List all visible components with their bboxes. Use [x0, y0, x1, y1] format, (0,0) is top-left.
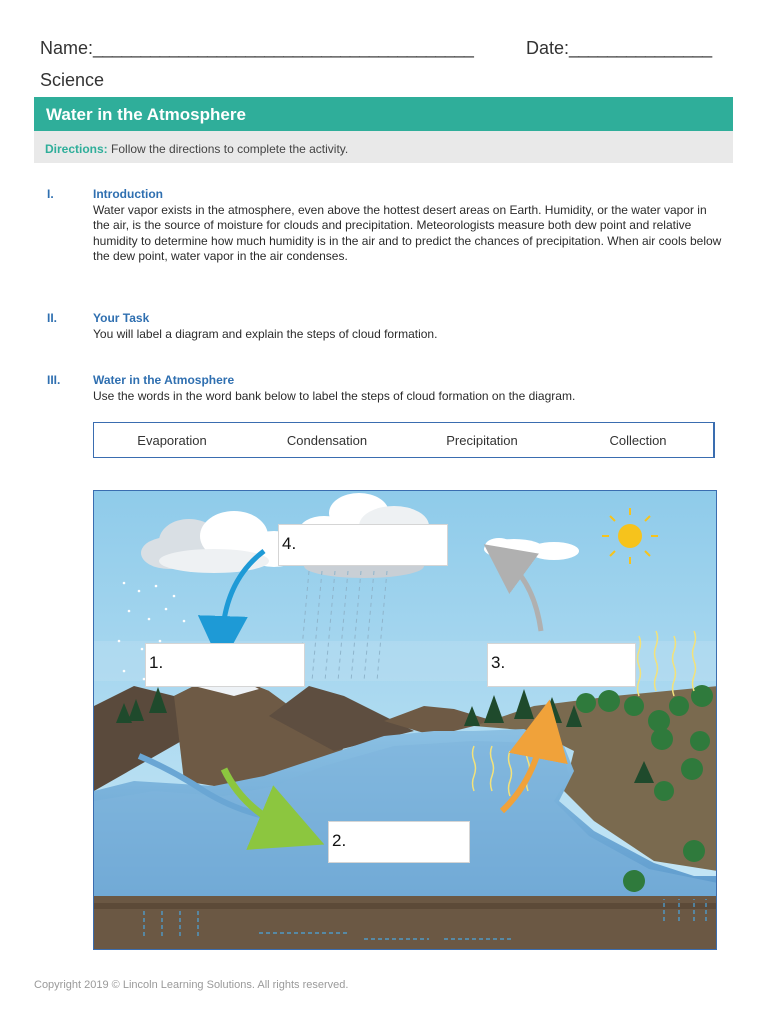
date-line [526, 38, 712, 59]
page-title: Water in the Atmosphere [46, 105, 246, 124]
subject: Science [40, 70, 105, 90]
label-box-3[interactable] [487, 643, 636, 687]
section-1-body: Water vapor exists in the atmosphere, even above the hottest desert areas on Earth. Humidity, or the water vapor in the air, is the source of moisture for clouds and precipitation. Meteorologists measure both dew point and relative humidity to determine how much humidity is in the air and to predict the chances of precipitation. When air cools below the dew point, water vapor in the air condenses. [93, 203, 722, 264]
section-2-body: You will label a diagram and explain the steps of cloud formation. [93, 327, 438, 341]
label-number-3: 3. [491, 653, 506, 672]
word-collection: Collection [609, 433, 667, 448]
section-1-heading: Introduction [93, 187, 163, 201]
directions-text [45, 142, 348, 156]
section-3-body: Use the words in the word bank below to label the steps of cloud formation on the diagram. [93, 389, 576, 403]
section-3-number: III. [47, 373, 61, 387]
label-box-4[interactable] [278, 524, 448, 566]
section-3-heading: Water in the Atmosphere [93, 373, 235, 387]
section-2-heading: Your Task [93, 311, 150, 325]
label-box-1[interactable] [145, 643, 305, 687]
section-2-number: II. [47, 311, 58, 325]
section-1-number: I. [47, 187, 54, 201]
label-number-2: 2. [332, 831, 347, 850]
word-precipitation: Precipitation [446, 433, 518, 448]
copyright-footer: Copyright 2019 © Lincoln Learning Solutions. All rights reserved. [34, 979, 349, 991]
name-blank[interactable]: ________________________________________ [93, 38, 474, 58]
label-number-1: 1. [149, 653, 164, 672]
label-box-2[interactable] [328, 821, 470, 863]
directions-bar [34, 131, 733, 163]
word-bank [93, 422, 715, 458]
water-cycle-diagram [93, 490, 717, 950]
directions-label: Directions: [45, 142, 108, 156]
title-banner [34, 97, 733, 131]
word-condensation: Condensation [286, 433, 368, 448]
directions-body: Follow the directions to complete the activity. [107, 142, 349, 156]
date-label: Date: [526, 38, 570, 58]
label-number-4: 4. [282, 534, 297, 553]
name-line [40, 38, 473, 59]
word-evaporation: Evaporation [137, 433, 207, 448]
name-label: Name: [40, 38, 94, 58]
date-blank[interactable]: _______________ [569, 38, 712, 58]
